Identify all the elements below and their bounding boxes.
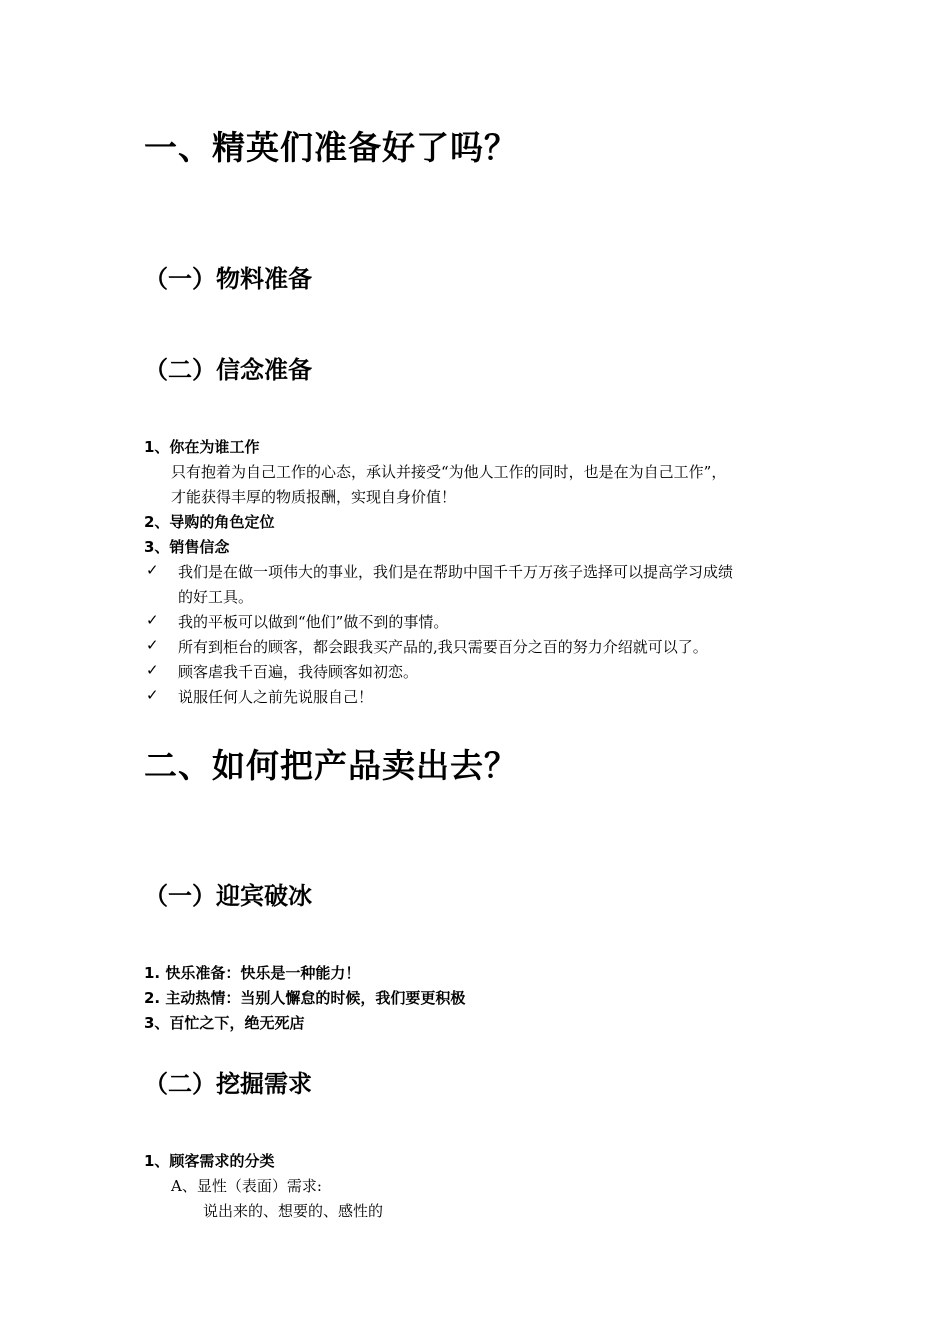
item3-heading: 3、销售信念 [144, 538, 230, 556]
needs-a-desc: 说出来的、想要的、感性的 [203, 1202, 384, 1220]
check-icon: ✓ [146, 561, 159, 579]
section2-sub2-heading: （二）挖掘需求 [144, 1070, 312, 1098]
belief-bullet-4: 顾客虐我千百遍，我待顾客如初恋。 [178, 663, 419, 681]
section1-sub1-heading: （一）物料准备 [144, 265, 312, 293]
belief-bullet-3: 所有到柜台的顾客，都会跟我买产品的,我只需要百分之百的努力介绍就可以了。 [178, 638, 708, 656]
check-icon: ✓ [146, 611, 159, 629]
belief-bullet-5: 说服任何人之前先说服自己！ [178, 688, 374, 706]
item1-line2: 才能获得丰厚的物质报酬，实现自身价值！ [171, 488, 457, 506]
check-icon: ✓ [146, 661, 159, 679]
item2-heading: 2、导购的角色定位 [144, 513, 275, 531]
item1-heading: 1、你在为谁工作 [144, 438, 260, 456]
greeting-point-3: 3、百忙之下，绝无死店 [144, 1014, 305, 1032]
item1-line1: 只有抱着为自己工作的心态，承认并接受“为他人工作的同时，也是在为自己工作”， [171, 463, 727, 481]
section1-sub2-heading: （二）信念准备 [144, 356, 312, 384]
belief-bullet-1-line1: 我们是在做一项伟大的事业，我们是在帮助中国千千万万孩子选择可以提高学习成绩 [178, 563, 734, 581]
section2-title: 二、如何把产品卖出去？ [144, 746, 518, 785]
greeting-point-1: 1. 快乐准备：快乐是一种能力！ [144, 964, 361, 982]
check-icon: ✓ [146, 636, 159, 654]
check-icon: ✓ [146, 686, 159, 704]
greeting-point-2: 2. 主动热情：当别人懈怠的时候，我们要更积极 [144, 989, 466, 1007]
belief-bullet-1-line2: 的好工具。 [178, 588, 254, 606]
belief-bullet-2: 我的平板可以做到“他们”做不到的事情。 [178, 613, 449, 631]
section2-sub1-heading: （一）迎宾破冰 [144, 882, 312, 910]
needs-a-label: A、显性（表面）需求: [171, 1177, 322, 1195]
needs-heading: 1、顾客需求的分类 [144, 1152, 275, 1170]
section1-title: 一、精英们准备好了吗？ [144, 128, 518, 167]
